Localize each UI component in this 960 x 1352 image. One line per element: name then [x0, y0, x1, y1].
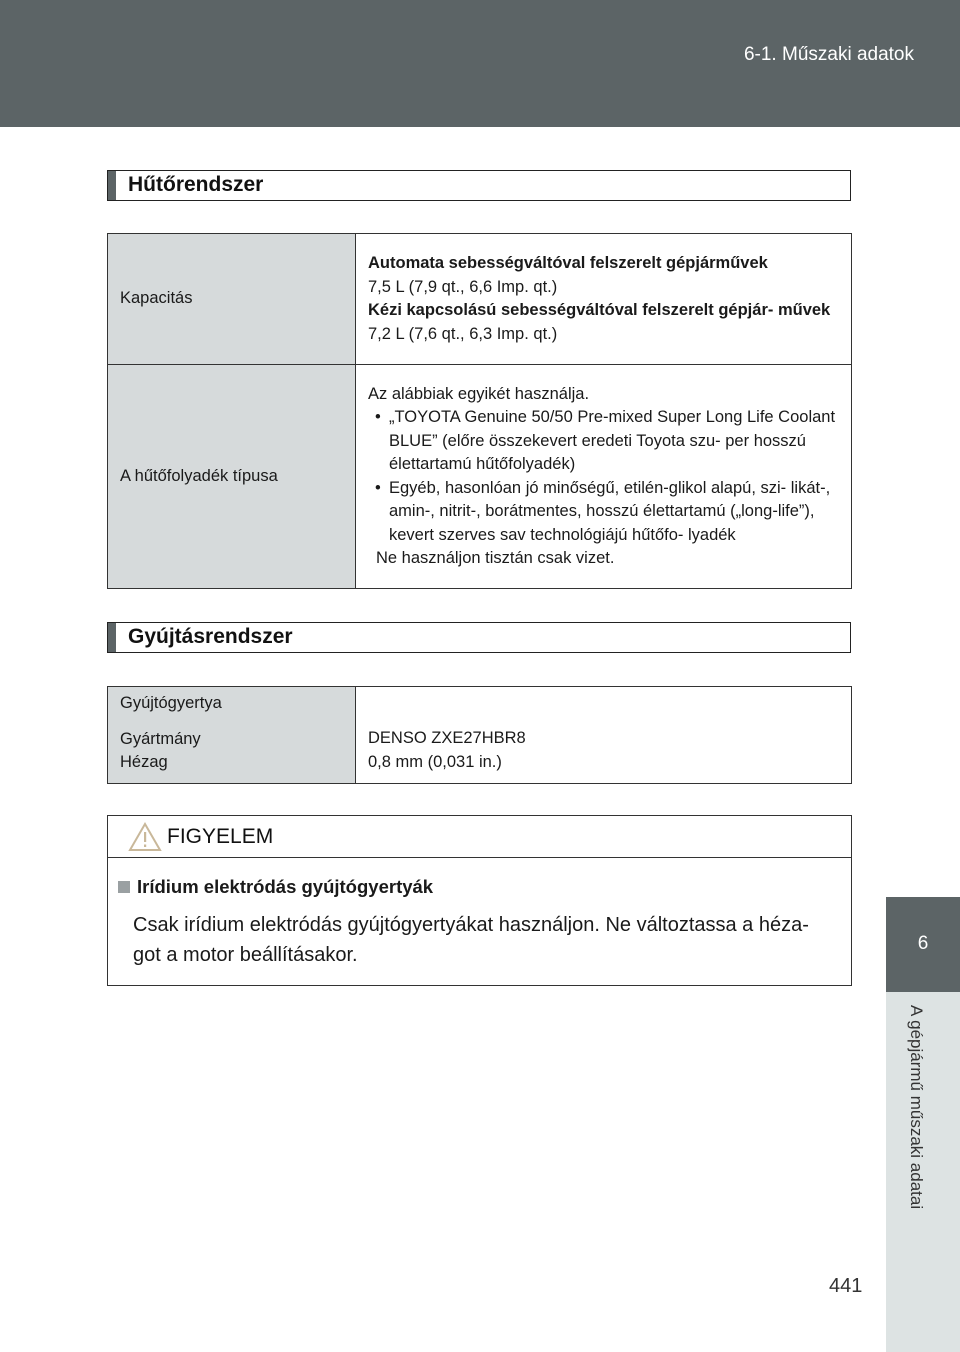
coolant-options [368, 406, 841, 547]
ignition-section-title: Gyújtásrendszer [128, 625, 293, 648]
warning-triangle-icon [128, 822, 162, 852]
auto-heading: Automata sebességváltóval felszerelt gépjárművek [368, 254, 768, 272]
capacity-value [356, 234, 852, 365]
manual-value: 7,2 L (7,6 qt., 6,3 Imp. qt.) [368, 324, 558, 343]
page-number: 441 [829, 1275, 863, 1297]
capacity-row [108, 234, 852, 365]
section-marker [108, 623, 116, 652]
make-label: Gyártmány [120, 729, 201, 748]
section-title: 6-1. Műszaki adatok [743, 44, 914, 65]
warning-subtitle: Irídium elektródás gyújtógyertyák [137, 876, 434, 897]
cooling-section-header [107, 170, 851, 201]
cooling-spec-table [107, 233, 852, 589]
coolant-value [356, 365, 852, 589]
gap-value: 0,8 mm (0,031 in.) [368, 752, 502, 771]
chapter-number: 6 [917, 933, 929, 954]
warning-header [108, 816, 851, 858]
plug-label: Gyújtógyertya [120, 694, 222, 712]
warning-box [107, 815, 852, 986]
coolant-row [108, 365, 852, 589]
cooling-section-title: Hűtőrendszer [128, 173, 264, 196]
list-item: • „TOYOTA Genuine 50/50 Pre-mixed Super Long Life Coolant BLUE” (előre összekevert eredeti Toyota szu- per hosszú élettartamú hűtőfolyadék) [368, 406, 841, 477]
make-value: DENSO ZXE27HBR8 [368, 729, 526, 747]
chapter-label: A gépjármű műszaki adatai [907, 1005, 926, 1210]
warning-title: FIGYELEM [167, 825, 274, 848]
auto-value: 7,5 L (7,9 qt., 6,6 Imp. qt.) [368, 277, 558, 296]
spark-plug-values [356, 687, 852, 784]
square-bullet-icon [118, 881, 130, 893]
coolant-intro: Az alábbiak egyikét használja. [368, 384, 590, 403]
chapter-label-wrap [898, 1005, 932, 1250]
page-header [0, 0, 960, 127]
list-item: • Egyéb, hasonlóan jó minőségű, etilén-glikol alapú, szi- likát-, amin-, nitrit-, borátmentes, hosszú élettartamú („long-life”), kevert szerves sav technológiájú hűtőfo- lyadék [368, 477, 841, 548]
spark-plug-row [108, 687, 852, 784]
gap-label: Hézag [120, 753, 168, 771]
capacity-label: Kapacitás [108, 234, 356, 365]
spark-plug-labels [108, 687, 356, 784]
section-marker [108, 171, 116, 200]
coolant-note: Ne használjon tisztán csak vizet. [376, 549, 615, 567]
warning-subtitle-row [118, 876, 433, 898]
coolant-label: A hűtőfolyadék típusa [108, 365, 356, 589]
warning-body: Csak irídium elektródás gyújtógyertyákat használjon. Ne változtassa a héza- got a motor beállításakor. [133, 914, 809, 966]
chapter-tab [886, 897, 960, 992]
manual-heading: Kézi kapcsolású sebességváltóval felszerelt gépjár- művek [368, 301, 831, 319]
ignition-section-header [107, 622, 851, 653]
ignition-spec-table [107, 686, 852, 784]
